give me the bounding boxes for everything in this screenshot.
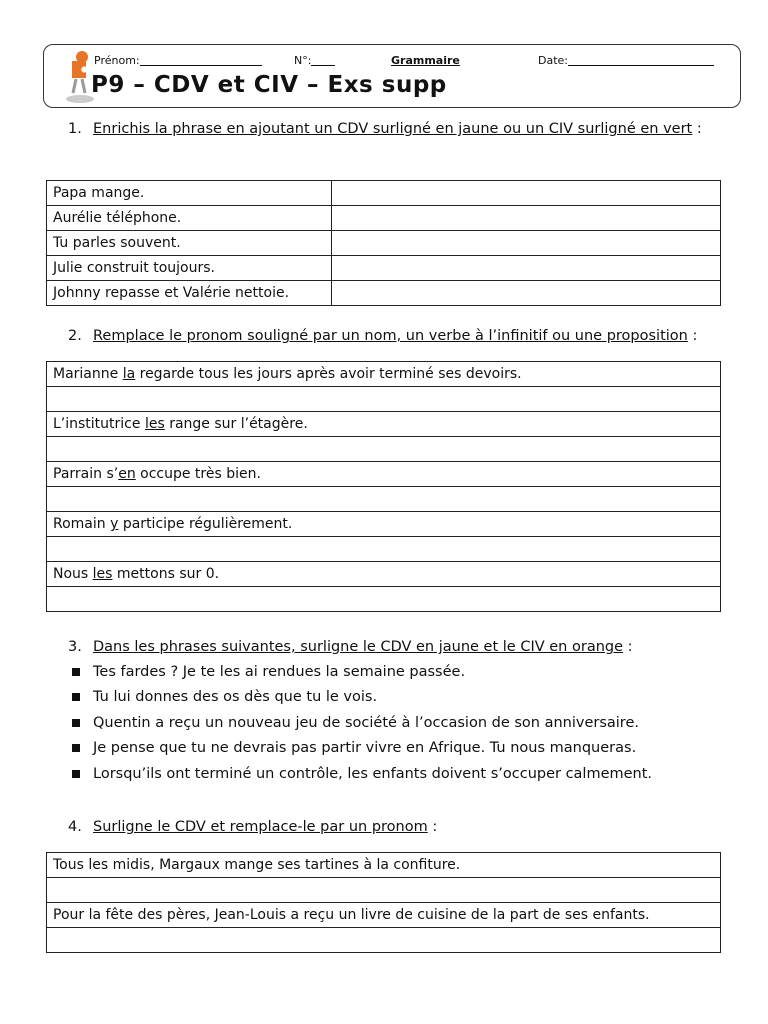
sentence-cell [47, 412, 721, 437]
table-row [47, 206, 721, 231]
table-row [47, 462, 721, 487]
list-item [68, 736, 652, 761]
underlined-pronoun: en [118, 466, 136, 482]
underlined-pronoun: y [110, 516, 119, 532]
exercise-1-instruction [68, 116, 722, 142]
answer-row [47, 537, 721, 562]
underlined-pronoun: les [144, 416, 165, 432]
sentence-after: participe régulièrement. [118, 516, 293, 532]
sentence-before: L’institutrice [53, 416, 145, 432]
table-row [47, 512, 721, 537]
table-row [47, 362, 721, 387]
exercise-number: 3. [68, 639, 82, 655]
sentence-cell: Tous les midis, Margaux mange ses tartines à la confiture. [47, 853, 721, 878]
answer-cell[interactable] [332, 206, 721, 231]
instruction-text: Dans les phrases suivantes, surligne le CDV en jaune et le CIV en orange [93, 639, 624, 655]
table-row [47, 281, 721, 306]
date-blank [568, 65, 714, 66]
answer-row [47, 387, 721, 412]
sentence-cell: Julie construit toujours. [47, 256, 332, 281]
answer-cell[interactable] [47, 928, 721, 953]
instruction-text: Remplace le pronom souligné par un nom, un verbe à l’infinitif ou une proposition [93, 328, 688, 344]
square-bullet-icon [72, 744, 80, 752]
list-item-text: Quentin a reçu un nouveau jeu de société à l’occasion de son anniversaire. [93, 714, 639, 731]
table-row [47, 903, 721, 928]
exercise-2-instruction [68, 323, 722, 349]
answer-cell[interactable] [332, 281, 721, 306]
answer-cell[interactable] [47, 487, 721, 512]
table-row [47, 853, 721, 878]
underlined-pronoun: les [92, 566, 113, 582]
square-bullet-icon [72, 770, 80, 778]
instruction-suffix: : [692, 121, 702, 137]
table-row [47, 231, 721, 256]
table-row [47, 562, 721, 587]
instruction-text: Surligne le CDV et remplace-le par un pronom [93, 819, 428, 835]
exercise-1-table [46, 180, 721, 306]
list-item-text: Tu lui donnes des os dès que tu le vois. [93, 689, 378, 706]
list-item [68, 711, 652, 736]
instruction-suffix: : [427, 819, 438, 835]
exercise-4-instruction [68, 814, 722, 840]
list-item-text: Lorsqu’ils ont terminé un contrôle, les enfants doivent s’occuper calmement. [93, 765, 653, 782]
answer-row [47, 928, 721, 953]
sentence-cell [47, 512, 721, 537]
sentence-after: regarde tous les jours après avoir terminé ses devoirs. [135, 366, 522, 382]
answer-row [47, 587, 721, 612]
sentence-before: Parrain s’ [53, 466, 119, 482]
sentence-cell [47, 462, 721, 487]
prenom-field [94, 54, 262, 67]
exercise-3-instruction [68, 634, 722, 660]
answer-cell[interactable] [47, 437, 721, 462]
sentence-before: Marianne [53, 366, 123, 382]
number-blank [311, 65, 335, 66]
exercise-number: 4. [68, 819, 82, 835]
exercise-3-list [68, 660, 652, 787]
square-bullet-icon [72, 719, 80, 727]
worksheet-title: P9 – CDV et CIV – Exs supp [91, 72, 447, 98]
instruction-text: Enrichis la phrase en ajoutant un CDV surligné en jaune ou un CIV surligné en vert [93, 121, 693, 137]
answer-cell[interactable] [332, 181, 721, 206]
number-label: N°: [294, 54, 312, 67]
subject-label: Grammaire [391, 54, 460, 67]
prenom-label: Prénom: [94, 54, 140, 67]
exercise-4-table [46, 852, 721, 953]
answer-cell[interactable] [332, 231, 721, 256]
sentence-cell: Aurélie téléphone. [47, 206, 332, 231]
sentence-before: Romain [53, 516, 111, 532]
answer-cell[interactable] [332, 256, 721, 281]
list-item [68, 762, 652, 787]
sentence-cell [47, 562, 721, 587]
sentence-cell: Papa mange. [47, 181, 332, 206]
sentence-after: occupe très bien. [135, 466, 261, 482]
answer-cell[interactable] [47, 587, 721, 612]
answer-row [47, 437, 721, 462]
answer-cell[interactable] [47, 537, 721, 562]
exercise-number: 2. [68, 328, 82, 344]
date-field [538, 54, 714, 67]
list-item [68, 660, 652, 685]
sentence-cell: Johnny repasse et Valérie nettoie. [47, 281, 332, 306]
exercise-2-table [46, 361, 721, 612]
list-item-text: Je pense que tu ne devrais pas partir vivre en Afrique. Tu nous manqueras. [93, 740, 637, 757]
table-row [47, 181, 721, 206]
worksheet-header [43, 44, 741, 108]
sentence-cell [47, 362, 721, 387]
underlined-pronoun: la [122, 366, 136, 382]
answer-cell[interactable] [47, 387, 721, 412]
square-bullet-icon [72, 693, 80, 701]
date-label: Date: [538, 54, 568, 67]
sentence-before: Nous [53, 566, 93, 582]
sentence-cell: Tu parles souvent. [47, 231, 332, 256]
exercise-number: 1. [68, 121, 82, 137]
sentence-after: mettons sur 0. [112, 566, 220, 582]
answer-row [47, 878, 721, 903]
table-row [47, 412, 721, 437]
sentence-after: range sur l’étagère. [164, 416, 308, 432]
instruction-suffix: : [623, 639, 633, 655]
list-item [68, 685, 652, 710]
answer-cell[interactable] [47, 878, 721, 903]
sentence-cell: Pour la fête des pères, Jean-Louis a reçu un livre de cuisine de la part de ses enfants. [47, 903, 721, 928]
instruction-suffix: : [687, 328, 698, 344]
list-item-text: Tes fardes ? Je te les ai rendues la semaine passée. [93, 664, 466, 680]
answer-row [47, 487, 721, 512]
number-field [294, 54, 335, 67]
square-bullet-icon [72, 668, 80, 676]
table-row [47, 256, 721, 281]
prenom-blank [140, 65, 262, 66]
